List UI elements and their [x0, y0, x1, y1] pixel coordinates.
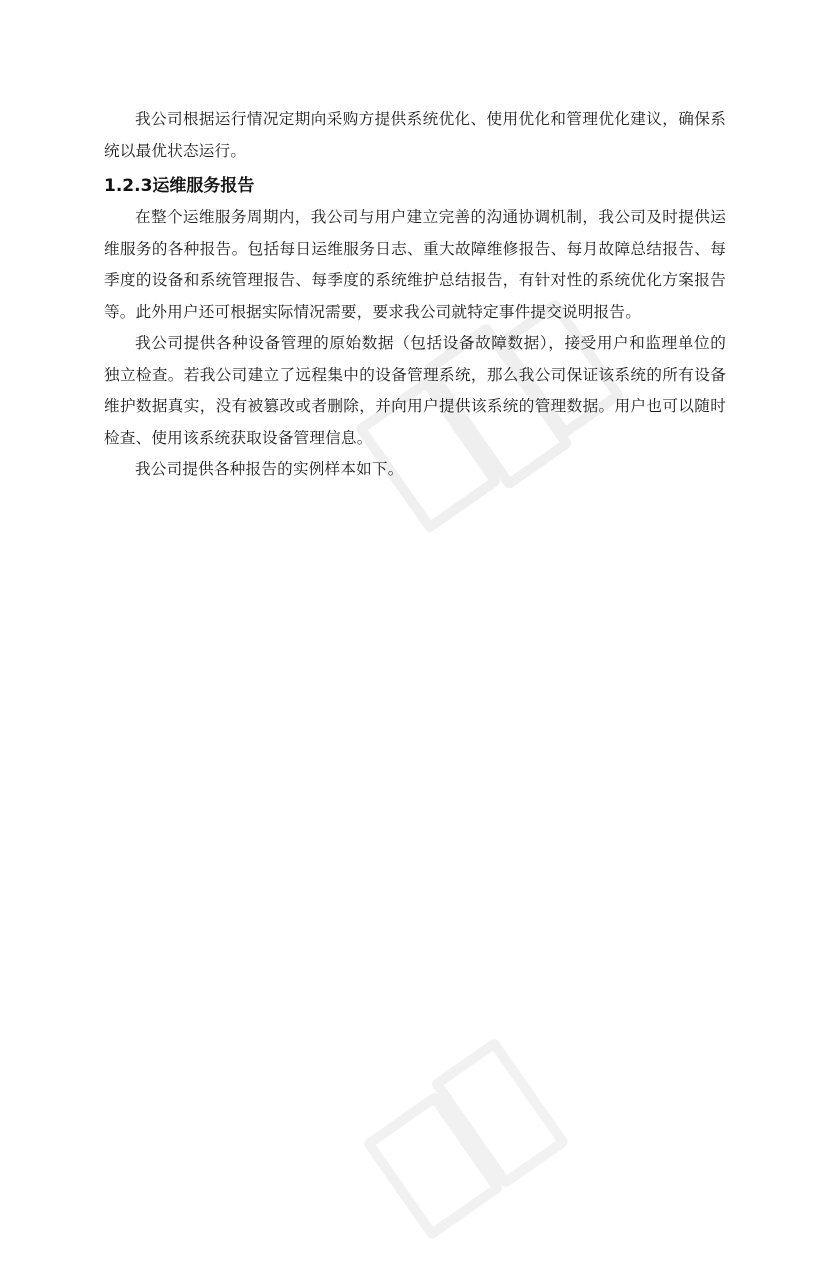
paragraph: 我公司提供各种报告的实例样本如下。 [135, 460, 404, 478]
paragraph: 我公司根据运行情况定期向采购方提供系统优化、使用优化和管理优化建议，确保系统以最优状态运行。 [104, 110, 726, 160]
watermark [334, 1011, 606, 1268]
paragraph: 我公司提供各种设备管理的原始数据（包括设备故障数据），接受用户和监理单位的独立检查。若我公司建立了远程集中的设备管理系统，那么我公司保证该系统的所有设备维护数据真实，没有被篡改或者删除，并向用户提供该系统的管理数据。用户也可以随时检查、使用该系统获取设备管理信息。 [104, 334, 726, 447]
section-heading: 1.2.3运维服务报告 [104, 176, 255, 196]
paragraph: 在整个运维服务周期内，我公司与用户建立完善的沟通协调机制，我公司及时提供运维服务的各种报告。包括每日运维服务日志、重大故障维修报告、每月故障总结报告、每季度的设备和系统管理报告、每季度的系统维护总结报告，有针对性的系统优化方案报告等。此外用户还可根据实际情况需要，要求我公司就特定事件提交说明报告。 [104, 208, 726, 321]
document-body [104, 104, 726, 486]
